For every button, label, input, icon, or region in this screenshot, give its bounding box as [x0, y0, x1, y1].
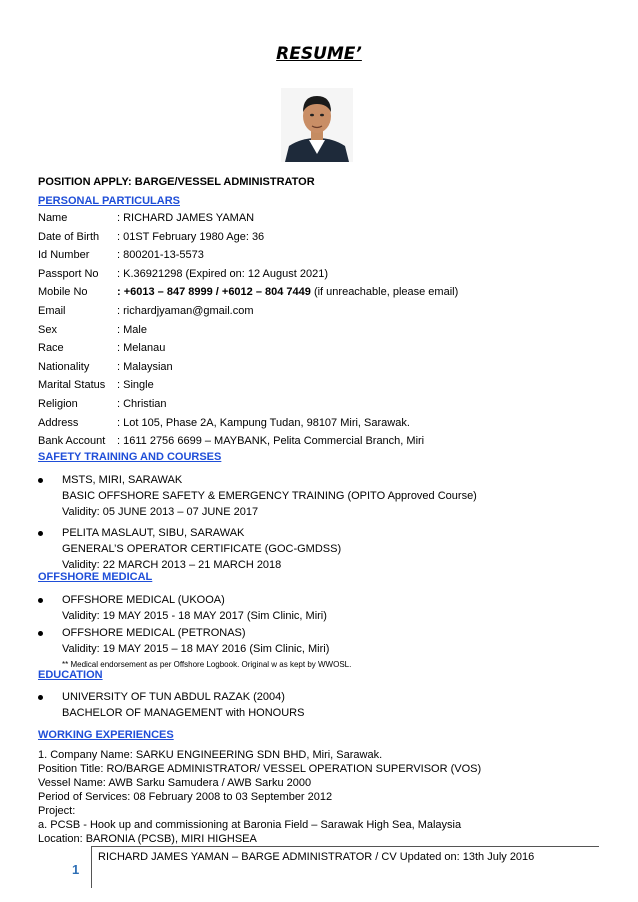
personal-heading: PERSONAL PARTICULARS [38, 195, 180, 207]
particular-label: Email [38, 305, 66, 317]
bullet-icon [38, 598, 43, 603]
particular-value: : RICHARD JAMES YAMAN [117, 212, 255, 224]
particular-value: : Male [117, 323, 147, 336]
education-line: BACHELOR OF MANAGEMENT with HONOURS [62, 707, 305, 719]
profile-photo [281, 88, 353, 162]
work-experience [38, 748, 481, 846]
medical-item [62, 592, 327, 624]
education-heading: EDUCATION [38, 669, 103, 681]
safety-line: Validity: 05 JUNE 2013 – 07 JUNE 2017 [62, 506, 259, 518]
work-line: 1. Company Name: SARKU ENGINEERING SDN BHD, Miri, Sarawak. [38, 749, 383, 761]
bullet-icon [38, 695, 43, 700]
medical-line: Validity: 19 MAY 2015 - 18 MAY 2017 (Sim Clinic, Miri) [62, 610, 327, 622]
medical-heading: OFFSHORE MEDICAL [38, 571, 153, 583]
particular-value: : Single [117, 379, 154, 392]
work-line: Position Title: RO/BARGE ADMINISTRATOR/ VESSEL OPERATION SUPERVISOR (VOS) [38, 763, 482, 775]
particular-label: Sex [38, 323, 57, 336]
particular-value: : 01ST February 1980 Age: 36 [117, 230, 265, 243]
bullet-icon [38, 478, 43, 483]
medical-item [62, 625, 351, 673]
work-line: Vessel Name: AWB Sarku Samudera / AWB Sarku 2000 [38, 777, 312, 789]
work-line: Project: [38, 805, 76, 817]
safety-line: MSTS, MIRI, SARAWAK [62, 474, 183, 486]
particular-value: : K.36921298 (Expired on: 12 August 2021) [117, 267, 328, 280]
safety-line: BASIC OFFSHORE SAFETY & EMERGENCY TRAINING (OPITO Approved Course) [62, 490, 477, 502]
bullet-icon [38, 531, 43, 536]
resume-title: RESUME’ [276, 44, 362, 64]
medical-line: Validity: 19 MAY 2015 – 18 MAY 2016 (Sim Clinic, Miri) [62, 643, 330, 655]
particular-value: : Christian [117, 398, 167, 410]
particular-label: Race [38, 342, 64, 355]
safety-item [62, 472, 477, 520]
particular-label: Id Number [38, 249, 90, 262]
particular-label: Marital Status [38, 379, 106, 392]
work-line: Location: BARONIA (PCSB), MIRI HIGHSEA [38, 833, 257, 845]
medical-note: ** Medical endorsement as per Offshore Logbook. Original w as kept by WWOSL. [62, 660, 352, 669]
particular-value: : Melanau [117, 342, 166, 355]
education-item [62, 689, 304, 721]
medical-line: OFFSHORE MEDICAL (PETRONAS) [62, 627, 246, 639]
education-line: UNIVERSITY OF TUN ABDUL RAZAK (2004) [62, 691, 285, 703]
safety-line: Validity: 22 MARCH 2013 – 21 MARCH 2018 [62, 559, 282, 571]
medical-line: OFFSHORE MEDICAL (UKOOA) [62, 594, 225, 606]
position-apply: POSITION APPLY: BARGE/VESSEL ADMINISTRATOR [38, 176, 315, 188]
particular-label: Name [38, 212, 68, 224]
particular-value: : 1611 2756 6699 – MAYBANK, Pelita Commercial Branch, Miri [117, 435, 425, 448]
particular-value: : +6013 – 847 8999 / +6012 – 804 7449 (if unreachable, please email) [117, 286, 459, 299]
work-heading: WORKING EXPERIENCES [38, 729, 174, 741]
particular-label: Nationality [38, 360, 90, 373]
footer-vertical-divider [91, 846, 92, 888]
particular-label: Date of Birth [38, 230, 100, 243]
particular-label: Religion [38, 398, 78, 410]
particular-value[interactable]: : richardjyaman@gmail.com [117, 305, 254, 317]
safety-heading: SAFETY TRAINING AND COURSES [38, 451, 222, 463]
work-line: a. PCSB - Hook up and commissioning at Baronia Field – Sarawak High Sea, Malaysia [38, 819, 462, 831]
safety-line: PELITA MASLAUT, SIBU, SARAWAK [62, 527, 245, 539]
safety-item [62, 525, 341, 573]
safety-line: GENERAL’S OPERATOR CERTIFICATE (GOC-GMDSS) [62, 543, 342, 555]
particular-value: : Lot 105, Phase 2A, Kampung Tudan, 98107 Miri, Sarawak. [117, 416, 410, 429]
particular-label: Mobile No [38, 286, 88, 299]
footer-divider [91, 846, 599, 847]
work-line: Period of Services: 08 February 2008 to 03 September 2012 [38, 791, 333, 803]
particular-value: : 800201-13-5573 [117, 249, 204, 262]
particular-label: Address [38, 416, 79, 429]
particular-label: Passport No [38, 267, 99, 280]
footer-text: RICHARD JAMES YAMAN – BARGE ADMINISTRATOR / CV Updated on: 13th July 2016 [98, 851, 535, 863]
bullet-icon [38, 631, 43, 636]
particular-value: : Malaysian [117, 360, 173, 373]
particular-label: Bank Account [38, 435, 106, 448]
page-number: 1 [72, 862, 80, 877]
